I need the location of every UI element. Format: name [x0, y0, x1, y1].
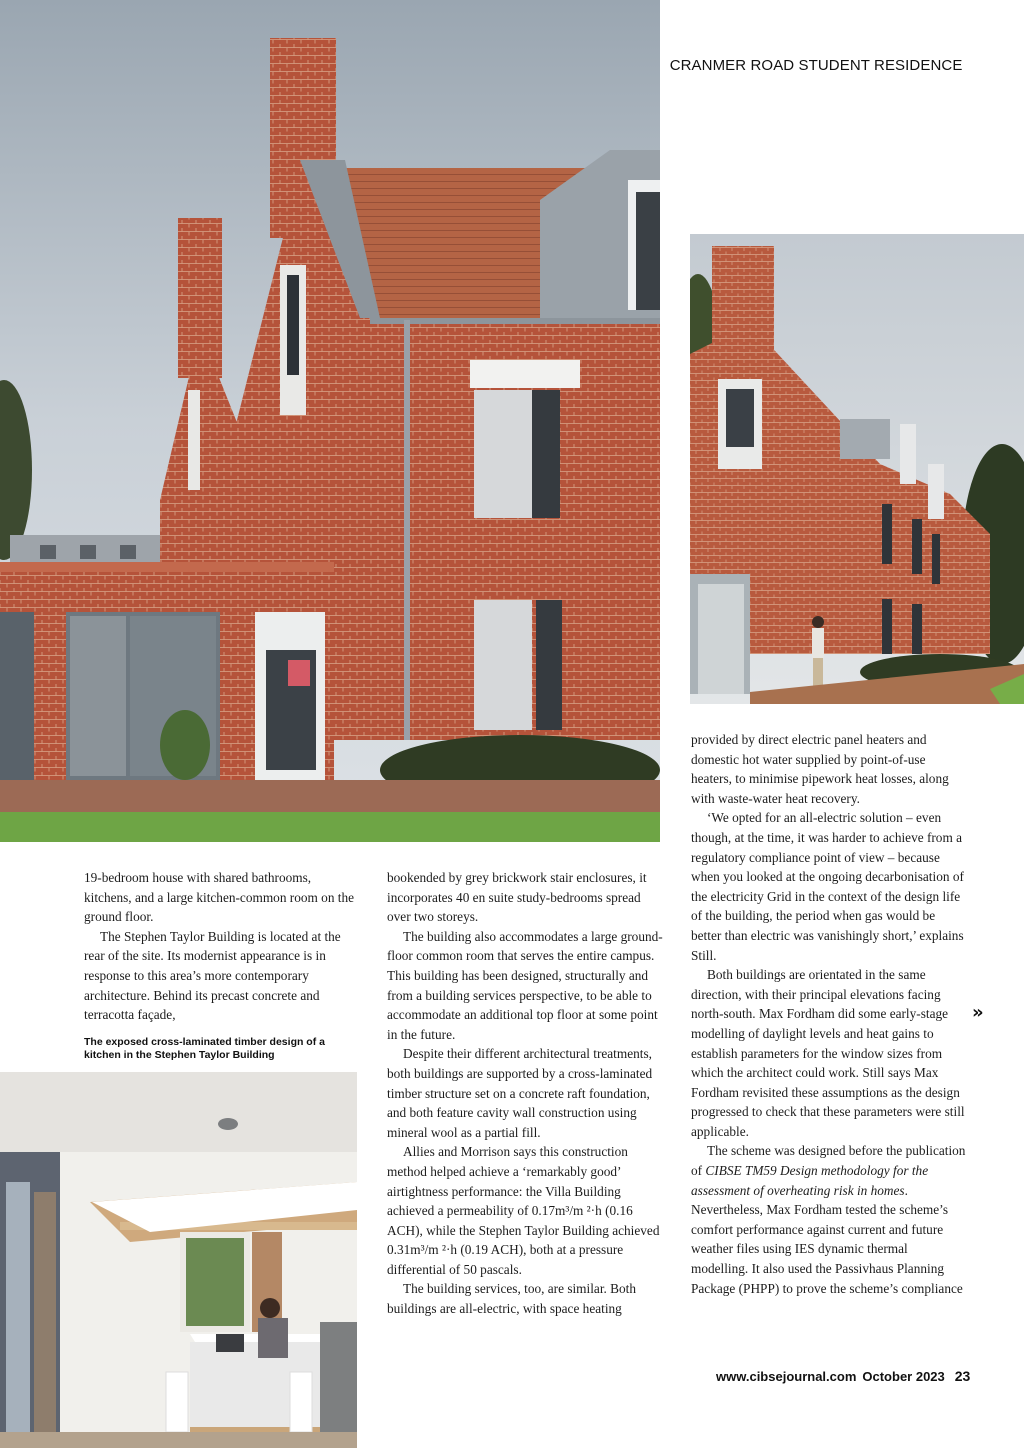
paragraph: The Stephen Taylor Building is located at the rear of the site. Its modernist appearance is in response to this area’s more contemporary architecture. Behind its precast concrete and terracotta façade,	[84, 928, 341, 1023]
paragraph-text: . Nevertheless, Max Fordham tested the scheme’s comfort performance against current and future weather files using IES dynamic thermal modelling. It also used the Passivhaus Planning Package (PHPP) to prove the scheme’s compliance	[691, 1182, 963, 1296]
paragraph: provided by direct electric panel heaters and domestic hot water supplied by point-of-use heaters, to minimise pipework heat losses, along with waste-water heat recovery.	[691, 732, 949, 806]
text-column-1	[84, 868, 356, 1025]
paragraph	[691, 1141, 967, 1298]
text-column-2	[387, 868, 665, 1319]
page-footer	[716, 1366, 970, 1386]
double-chevron-right-icon: »	[972, 1002, 984, 1023]
page-number: 23	[954, 1368, 971, 1384]
photo-caption: The exposed cross-laminated timber design of a kitchen in the Stephen Taylor Building	[84, 1036, 325, 1061]
paragraph: The building services, too, are similar. Both buildings are all-electric, with space heating	[387, 1281, 637, 1317]
text-column-3	[691, 730, 967, 1298]
paragraph: ‘We opted for an all-electric solution – even though, at the time, it was harder to achieve from a regulatory compliance point of view – because when you looked at the ongoing decarbonisation of the electricity Grid in the context of the design life of the building, the period when gas would be better than electric was vanishingly short,’ explains Still.	[691, 810, 964, 963]
paragraph: 19-bedroom house with shared bathrooms, kitchens, and a large kitchen-common room on the ground floor.	[84, 870, 355, 925]
paragraph: bookended by grey brickwork stair enclosures, it incorporates 40 en suite study-bedrooms spread over two storeys.	[387, 870, 647, 925]
paragraph: Despite their different architectural treatments, both buildings are supported by a cross-laminated timber structure set on a concrete raft foundation, and both feature cavity wall construction using mineral wool as a partial fill.	[387, 1046, 653, 1140]
footer-website: www.cibsejournal.com	[716, 1368, 857, 1384]
paragraph: The building also accommodates a large ground-floor common room that serves the entire campus. This building has been designed, structurally and from a building services perspective, to be able to accommodate an additional top floor at some point in the future.	[387, 928, 663, 1042]
paragraph-text: The scheme was designed before the publication of	[691, 1143, 966, 1179]
kitchen-photo	[0, 1072, 357, 1448]
publication-title: CIBSE TM59 Design methodology for the assessment of overheating risk in homes	[691, 1163, 929, 1198]
paragraph: Both buildings are orientated in the same direction, with their principal elevations facing north-south. Max Fordham did some early-stage modelling of daylight levels and heat gains to establish parameters for the window sizes from which the architect could work. Still says Max Fordham revisited these assumptions as the design progressed to check that these parameters were still applicable.	[691, 967, 965, 1139]
paragraph: Allies and Morrison says this construction method helped achieve a ‘remarkably good’ airtightness performance: the Villa Building achieved a permeability of 0.17m³/m ²·h (0.16 ACH), while the Stephen Taylor Building achieved 0.31m³/m ²·h (0.19 ACH), both at a pressure differential of 50 pascals.	[387, 1144, 660, 1277]
footer-date: October 2023	[862, 1368, 945, 1384]
article-running-title: CRANMER ROAD STUDENT RESIDENCE	[669, 56, 963, 74]
main-building-photo	[0, 0, 660, 842]
side-building-photo	[690, 234, 1024, 704]
